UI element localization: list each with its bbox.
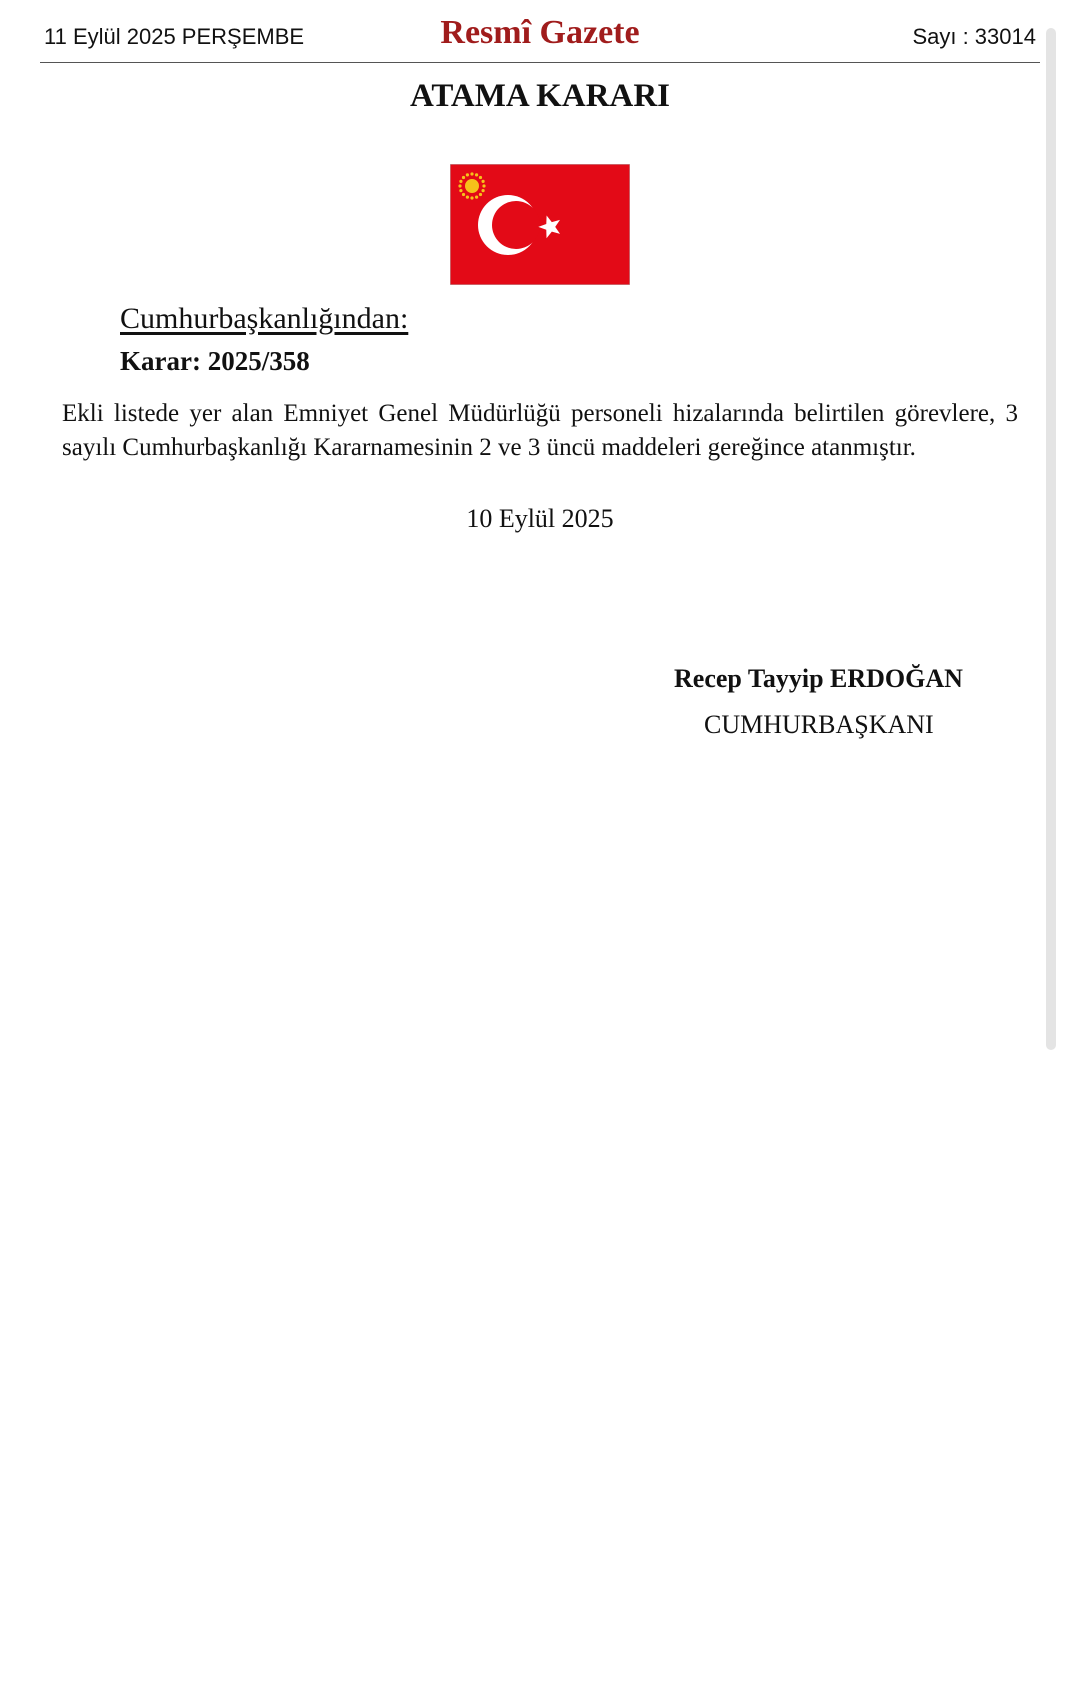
seal-star [482, 184, 485, 187]
decision-body: Ekli listede yer alan Emniyet Genel Müdürlüğü personeli hizalarında belirtilen görevlere, 3 sayılı Cumhurbaşkanlığı Kararnamesinin 2 ve 3 üncü maddeleri gereğince atanmıştır. [62, 400, 1018, 461]
seal-star [470, 196, 473, 199]
seal-star [459, 189, 462, 192]
seal-star [462, 176, 465, 179]
issue-date: 11 Eylül 2025 PERŞEMBE [44, 24, 305, 49]
gazette-header [40, 14, 1040, 63]
presidential-flag-icon [450, 164, 630, 285]
seal-star [462, 193, 465, 196]
seal-star [475, 195, 478, 198]
seal-star [481, 189, 484, 192]
seal-star [458, 184, 461, 187]
issuing-authority: Cumhurbaşkanlığından: [120, 302, 409, 335]
seal-star [466, 195, 469, 198]
issue-number: Sayı : 33014 [912, 24, 1036, 49]
signatory-name: Recep Tayyip ERDOĞAN [674, 664, 963, 693]
decision-number: Karar: 2025/358 [120, 346, 310, 376]
seal-star [481, 180, 484, 183]
seal-star [466, 173, 469, 176]
seal-star [459, 180, 462, 183]
seal-star [479, 176, 482, 179]
vertical-scrollbar[interactable] [1046, 28, 1056, 1050]
decision-date: 10 Eylül 2025 [466, 504, 614, 533]
seal-star [470, 172, 473, 175]
gazette-masthead: Resmî Gazete [440, 14, 640, 51]
seal-star [475, 173, 478, 176]
seal-star [479, 193, 482, 196]
decision-title: ATAMA KARARI [409, 78, 671, 114]
signatory-title: CUMHURBAŞKANI [704, 710, 934, 739]
